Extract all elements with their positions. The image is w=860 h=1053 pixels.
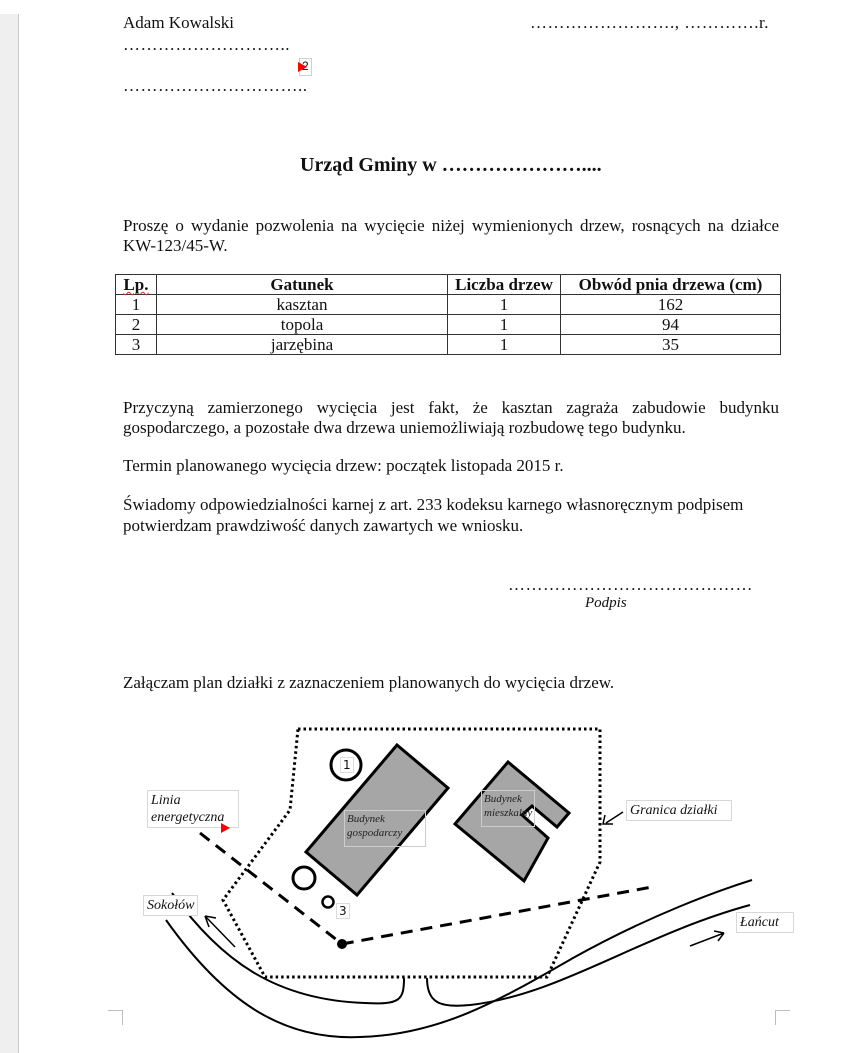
road-arrow-to-sokolow (205, 916, 235, 947)
signature-line: …………………………………… (508, 575, 753, 594)
sender-name: Adam Kowalski (123, 13, 234, 32)
power-pole-dot (337, 939, 347, 949)
signature-label: Podpis (585, 595, 627, 611)
power-line-label-line-2: energetyczna (151, 810, 225, 825)
farm-building-label-line-1: Budynek (347, 813, 385, 825)
cell-liczba: 1 (448, 335, 561, 355)
page-corner-mark-right (775, 1010, 790, 1025)
cell-obwod: 94 (561, 315, 781, 335)
cell-liczba: 1 (448, 315, 561, 335)
house-label-line-1: Budynek (484, 793, 522, 805)
request-paragraph-line-2: KW-123/45-W. (123, 236, 228, 255)
cell-lp: 3 (116, 335, 157, 355)
cell-obwod: 162 (561, 295, 781, 315)
farm-building-label-line-2: gospodarczy (347, 827, 403, 839)
request-paragraph-line-1: Proszę o wydanie pozwolenia na wycięcie niżej wymienionych drzew, rosnących na działce (123, 216, 779, 235)
term-paragraph: Termin planowanego wycięcia drzew: początek listopada 2015 r. (123, 456, 564, 475)
header-gatunek: Gatunek (157, 275, 448, 295)
cell-liczba: 1 (448, 295, 561, 315)
comment-number: 2 (302, 59, 309, 73)
comment-flag-icon[interactable] (221, 823, 230, 833)
road-inner-edge-right (427, 905, 750, 1006)
cell-gatunek: jarzębina (157, 335, 448, 355)
reason-paragraph-line-1: Przyczyną zamierzonego wycięcia jest fakt, że kasztan zagraża zabudowie budynku (123, 398, 779, 417)
tree-1-label: 1 (340, 757, 354, 773)
attachment-note: Załączam plan działki z zaznaczeniem planowanych do wycięcia drzew. (123, 673, 615, 692)
road-label-lancut: Łańcut (736, 912, 794, 933)
power-line (200, 833, 652, 944)
cell-gatunek: kasztan (157, 295, 448, 315)
page-corner-mark-left (108, 1010, 123, 1025)
road-inner-edge-left (172, 893, 404, 1003)
power-line-label-line-1: Linia (151, 793, 181, 808)
tree-2-circle (293, 867, 315, 889)
cell-gatunek: topola (157, 315, 448, 335)
declaration-paragraph-line-1: Świadomy odpowiedzialności karnej z art. 233 kodeksu karnego własnoręcznym podpisem (123, 495, 744, 514)
sender-address-line-2: ………………………….. (123, 76, 308, 95)
declaration-paragraph-line-2: potwierdzam prawdziwość danych zawartych we wniosku. (123, 516, 524, 535)
boundary-pointer-arrow (603, 812, 623, 824)
sender-address-line: ……………………….. (123, 35, 290, 54)
tree-3-label: 3 (336, 903, 350, 919)
reason-paragraph-line-2: gospodarczego, a pozostałe dwa drzewa uniemożliwiają rozbudowę tego budynku. (123, 418, 686, 437)
header-liczba-drzew: Liczba drzew (448, 275, 561, 295)
page-title: Urząd Gminy w ………………….... (300, 154, 602, 176)
cell-obwod: 35 (561, 335, 781, 355)
tree-3-circle (323, 897, 334, 908)
header-obwod: Obwód pnia drzewa (cm) (561, 275, 781, 295)
road-label-sokolow: Sokołów (143, 895, 198, 916)
house-label (481, 790, 535, 827)
farm-building-label (344, 810, 426, 847)
cell-lp: 1 (116, 295, 157, 315)
header-lp-text: Lp. (123, 275, 149, 294)
cell-lp: 2 (116, 315, 157, 335)
road-arrow-to-lancut (690, 931, 724, 946)
boundary-label: Granica działki (626, 800, 732, 821)
place-date-field: ……………………., ………….r. (530, 13, 769, 32)
house-label-line-2: mieszkalny (484, 807, 533, 819)
